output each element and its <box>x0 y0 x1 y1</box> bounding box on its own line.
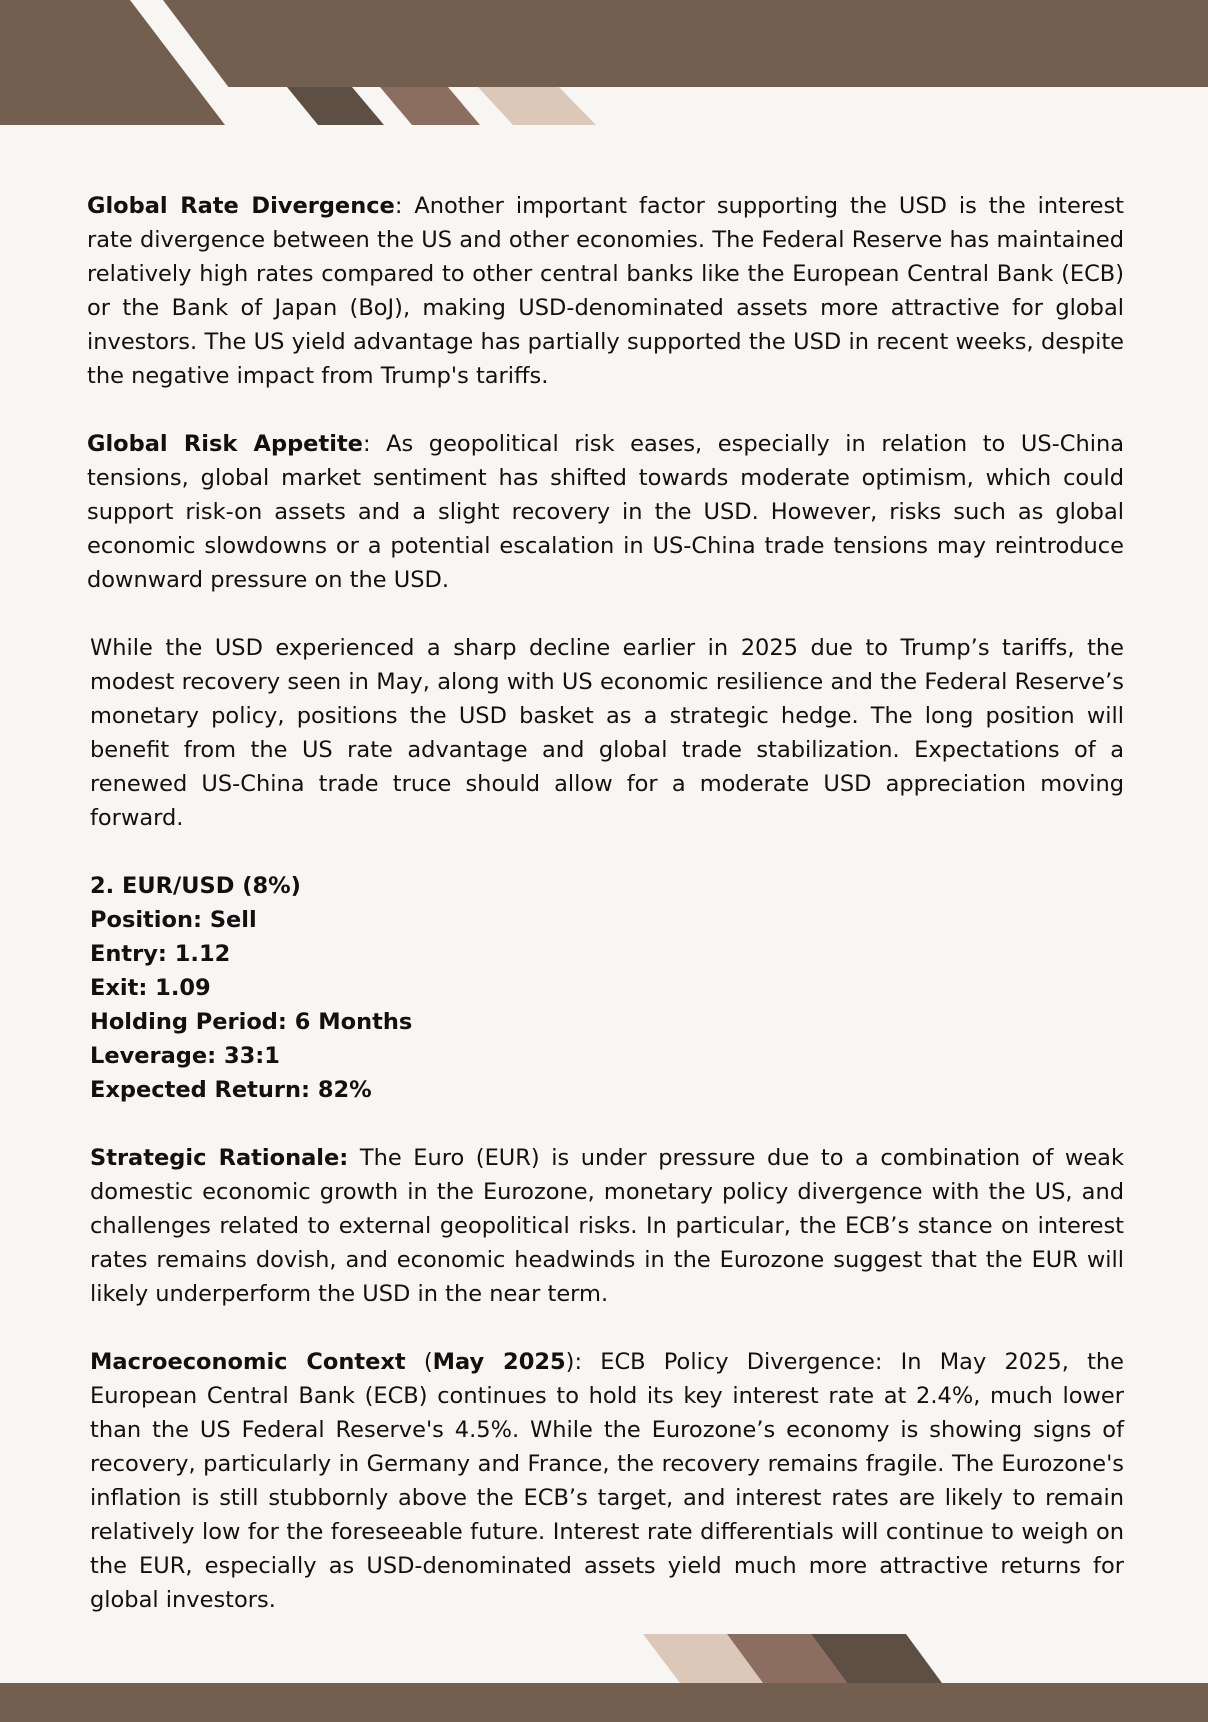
heading-global-rate-divergence: Global Rate Divergence <box>87 193 395 219</box>
document-body <box>87 189 1124 1651</box>
header-bevel-mid <box>380 87 480 125</box>
heading-global-risk-appetite: Global Risk Appetite <box>87 431 363 457</box>
body-macroeconomic-context: ECB Policy Divergence: In May 2025, the European Central Bank (ECB) continues to hold its key interest rate at 2.4%, much lower than the US Federal Reserve's 4.5%. While the Eurozone’s economy is showing signs of recovery, particularly in Germany and France, the recovery remains fragile. The Eurozone's inflation is still stubbornly above the ECB’s target, and interest rates are likely to remain relatively low for the foreseeable future. Interest rate differentials will continue to weigh on the EUR, especially as USD-denominated assets yield much more attractive returns for global investors. <box>90 1349 1124 1613</box>
trade-exit: Exit: 1.09 <box>90 975 211 1001</box>
body-strategic-rationale: The Euro (EUR) is under pressure due to a combination of weak domestic economic growth in the Eurozone, monetary policy divergence with the US, and challenges related to external geopolitical risks. In particular, the ECB’s stance on interest rates remains dovish, and economic headwinds in the Eurozone suggest that the EUR will likely underperform the USD in the near term. <box>90 1145 1124 1307</box>
footer-band <box>0 1683 1208 1722</box>
header-light-stripe <box>130 0 257 125</box>
trade-holding-period: Holding Period: 6 Months <box>90 1009 413 1035</box>
trade-title: 2. EUR/USD (8%) <box>90 873 301 899</box>
trade-position: Position: Sell <box>90 907 257 933</box>
heading-macro-year: May 2025 <box>432 1349 566 1375</box>
header-left-wedge <box>0 87 257 125</box>
header-decoration <box>0 0 1208 125</box>
header-bevel-light <box>478 87 596 125</box>
paragraph-global-risk-appetite: Global Risk Appetite: As geopolitical risk eases, especially in relation to US-China tensions, global market sentiment has shifted towards moderate optimism, which could support risk-on assets and a slight recovery in the USD. However, risks such as global economic slowdowns or a potential escalation in US-China trade tensions may reintroduce downward pressure on the USD. <box>87 431 1125 593</box>
paragraph-usd-summary: While the USD experienced a sharp decline earlier in 2025 due to Trump’s tariffs, the modest recovery seen in May, along with US economic resilience and the Federal Reserve’s monetary policy, positions the USD basket as a strategic hedge. The long position will benefit from the US rate advantage and global trade stabilization. Expectations of a renewed US-China trade truce should allow for a moderate USD appreciation moving forward. <box>90 635 1124 831</box>
paragraph-strategic-rationale <box>87 1141 1124 1311</box>
trade-specs <box>87 869 1124 1107</box>
trade-leverage: Leverage: 33:1 <box>90 1043 280 1069</box>
paragraph-macroeconomic-context: Macroeconomic Context (May 2025): ECB Policy Divergence: In May 2025, the European Central Bank (ECB) continues to hold its key interest rate at 2.4%, much lower than the US Federal Reserve's 4.5%. While the Eurozone’s economy is showing signs of recovery, particularly in Germany and France, the recovery remains fragile. The Eurozone's inflation is still stubbornly above the ECB’s target, and interest rates are likely to remain relatively low for the foreseeable future. Interest rate differentials will continue to weigh on the EUR, especially as USD-denominated assets yield much more attractive returns for global investors. <box>90 1349 1124 1613</box>
paragraph-global-rate-divergence: Global Rate Divergence: Another important factor supporting the USD is the interest rate divergence between the US and other economies. The Federal Reserve has maintained relatively high rates compared to other central banks like the European Central Bank (ECB) or the Bank of Japan (BoJ), making USD-denominated assets more attractive for global investors. The US yield advantage has partially supported the USD in recent weeks, despite the negative impact from Trump's tariffs. <box>87 193 1124 389</box>
heading-strategic-rationale: Strategic Rationale: <box>90 1145 349 1171</box>
body-global-risk-appetite: As geopolitical risk eases, especially in relation to US-China tensions, global market sentiment has shifted towards moderate optimism, which could support risk-on assets and a slight recovery in the USD. However, risks such as global economic slowdowns or a potential escalation in US-China trade tensions may reintroduce downward pressure on the USD. <box>87 431 1125 593</box>
body-global-rate-divergence: Another important factor supporting the USD is the interest rate divergence between the US and other economies. The Federal Reserve has maintained relatively high rates compared to other central banks like the European Central Bank (ECB) or the Bank of Japan (BoJ), making USD-denominated assets more attractive for global investors. The US yield advantage has partially supported the USD in recent weeks, despite the negative impact from Trump's tariffs. <box>87 193 1124 389</box>
trade-expected-return: Expected Return: 82% <box>90 1077 372 1103</box>
heading-macroeconomic-context: Macroeconomic Context <box>90 1349 406 1375</box>
header-bevel-dark <box>287 87 384 125</box>
trade-entry: Entry: 1.12 <box>90 941 231 967</box>
header-band <box>0 0 1208 87</box>
